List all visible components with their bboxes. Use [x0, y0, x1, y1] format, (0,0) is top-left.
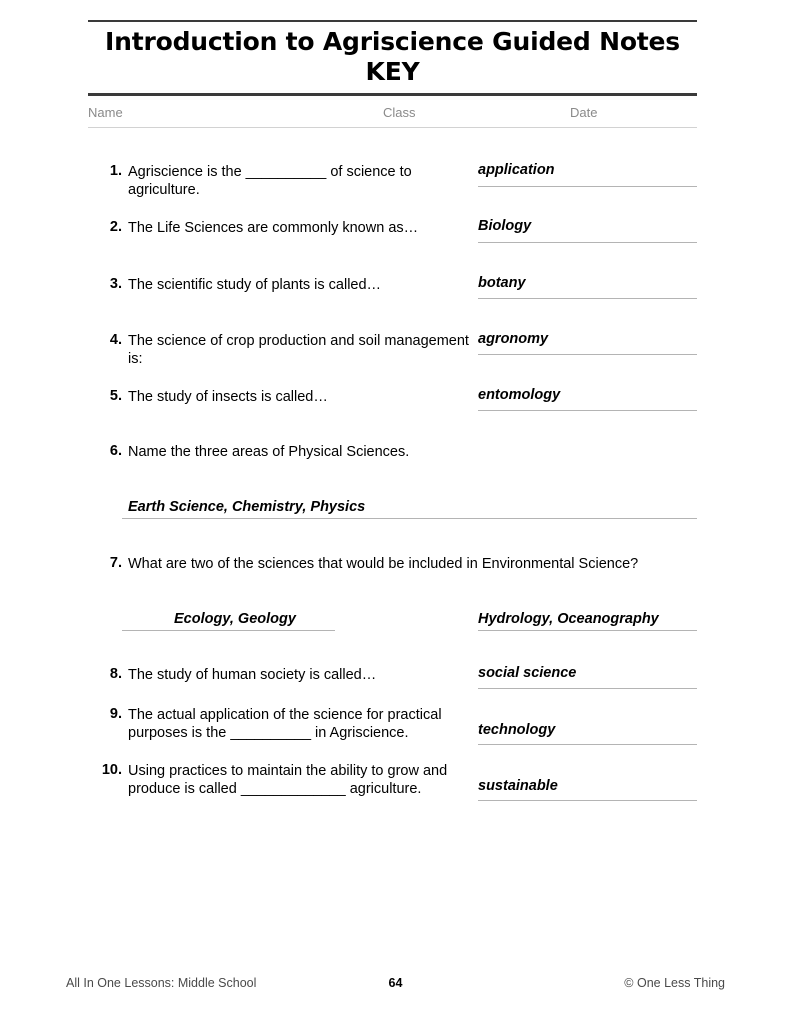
- answer-line: [122, 518, 697, 519]
- answer-line: [478, 298, 697, 299]
- document-header: [88, 20, 697, 128]
- student-info-row: [88, 105, 697, 127]
- answer-text: entomology: [478, 387, 561, 403]
- question-text: Agriscience is the __________ of science to agriculture.: [128, 164, 412, 198]
- question-number: 9.: [109, 706, 122, 722]
- question-text: The study of insects is called…: [128, 389, 328, 405]
- question-number: 1.: [109, 163, 122, 179]
- question-text: The study of human society is called…: [128, 667, 377, 683]
- footer-series-label: All In One Lessons: Middle School: [66, 976, 257, 990]
- question-number: 5.: [109, 388, 122, 404]
- header-rule-bottom: [88, 93, 697, 96]
- answer-line: [478, 242, 697, 243]
- footer-copyright: © One Less Thing: [624, 976, 725, 990]
- answer-line: [478, 744, 697, 745]
- answer-text: application: [478, 162, 555, 178]
- question-number: 4.: [109, 332, 122, 348]
- question-text: The scientific study of plants is called…: [128, 277, 382, 293]
- answer-text: Ecology, Geology: [174, 611, 296, 627]
- question-text: Name the three areas of Physical Sciences.: [128, 444, 410, 460]
- page-footer: [0, 976, 791, 996]
- date-label: Date: [570, 105, 598, 120]
- answer-line: [478, 630, 697, 631]
- question-text: What are two of the sciences that would be included in Environmental Science?: [128, 556, 639, 572]
- question-number: 6.: [109, 443, 122, 459]
- answer-line: [478, 800, 697, 801]
- name-label: Name: [88, 105, 123, 120]
- question-number: 8.: [109, 666, 122, 682]
- question-text: The Life Sciences are commonly known as…: [128, 220, 419, 236]
- answer-text: agronomy: [478, 331, 549, 347]
- question-text: The actual application of the science for practical purposes is the __________ in Agriscience.: [128, 707, 442, 741]
- question-number: 2.: [109, 219, 122, 235]
- answer-text: social science: [478, 665, 577, 681]
- question-text: The science of crop production and soil management is:: [128, 333, 469, 367]
- question-number: 10.: [101, 762, 122, 778]
- answer-line: [478, 410, 697, 411]
- answer-line: [478, 688, 697, 689]
- question-number: 3.: [109, 276, 122, 292]
- page-number: 64: [388, 976, 403, 990]
- answer-line: [478, 186, 697, 187]
- answer-line: [478, 354, 697, 355]
- answer-text: Biology: [478, 218, 532, 234]
- question-number: 7.: [109, 555, 122, 571]
- answer-text: sustainable: [478, 778, 558, 794]
- answer-text: botany: [478, 275, 526, 291]
- answer-text: technology: [478, 722, 556, 738]
- student-info-rule: [88, 127, 697, 128]
- page-title: Introduction to Agriscience Guided Notes KEY: [105, 27, 680, 86]
- answer-line: [122, 630, 335, 631]
- answer-text: Earth Science, Chemistry, Physics: [128, 499, 366, 515]
- answer-text: Hydrology, Oceanography: [478, 611, 659, 627]
- class-label: Class: [383, 105, 416, 120]
- question-text: Using practices to maintain the ability to grow and produce is called _____________ agriculture.: [128, 763, 448, 797]
